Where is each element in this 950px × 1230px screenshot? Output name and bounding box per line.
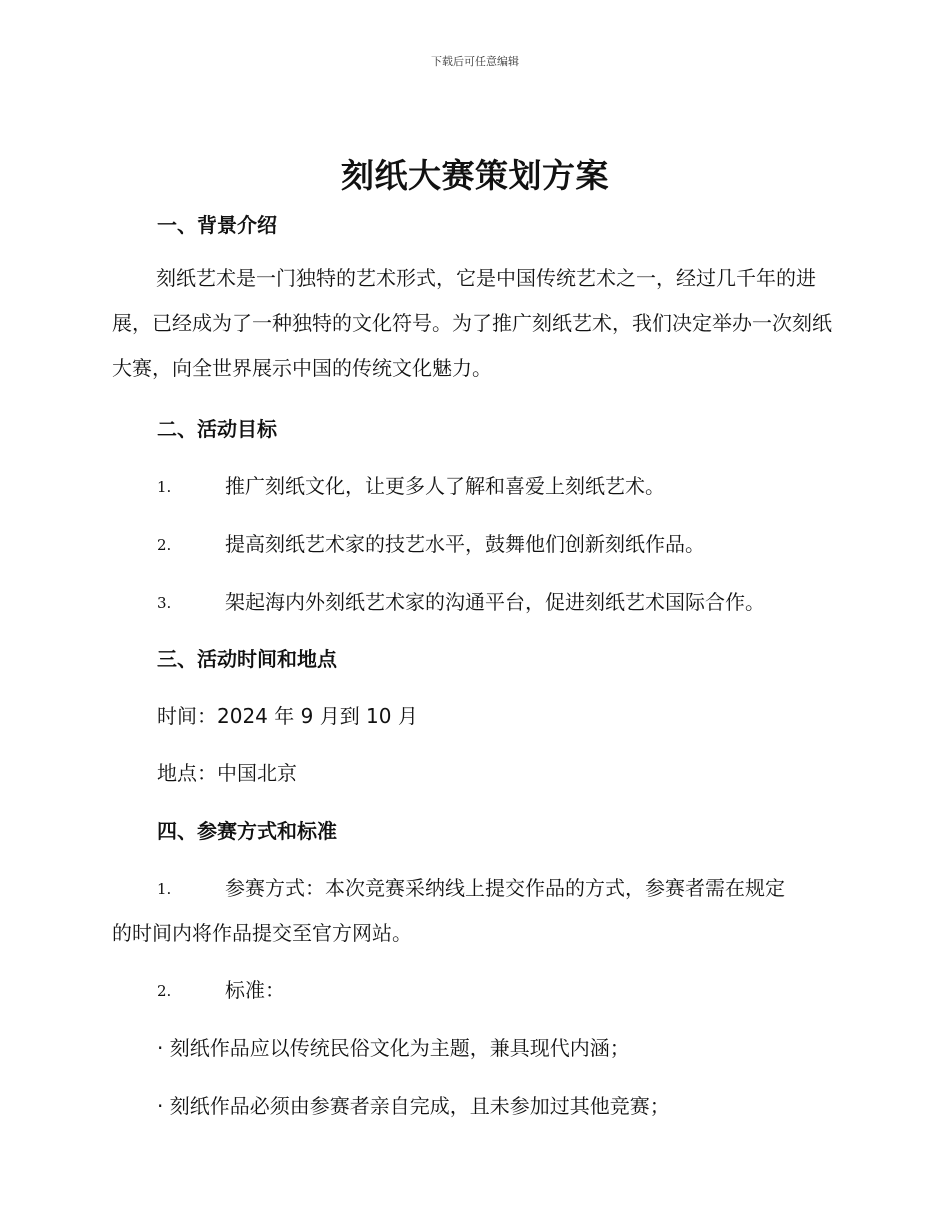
rule-item-method-continuation: 的时间内将作品提交至官方网站。 <box>112 921 412 945</box>
standard-bullet-2: · 刻纸作品必须由参赛者亲自完成，且未参加过其他竞赛； <box>157 1094 670 1118</box>
document-title: 刻纸大赛策划方案 <box>341 156 609 195</box>
event-place: 地点：中国北京 <box>157 761 297 785</box>
header-note: 下载后可任意编辑 <box>431 55 519 68</box>
section-heading-rules: 四、参赛方式和标准 <box>157 819 337 843</box>
rule-item-number: 1. <box>157 880 172 898</box>
rule-item-text: 参赛方式：本次竞赛采纳线上提交作品的方式，参赛者需在规定 <box>225 876 785 900</box>
section-heading-time-place: 三、活动时间和地点 <box>157 647 337 671</box>
goal-item-number: 2. <box>157 536 172 554</box>
standard-bullet-1: · 刻纸作品应以传统民俗文化为主题，兼具现代内涵； <box>157 1036 630 1060</box>
rule-item-standard <box>157 974 285 1003</box>
goal-item-text: 推广刻纸文化，让更多人了解和喜爱上刻纸艺术。 <box>225 474 665 498</box>
rule-item-number: 2. <box>157 982 172 1000</box>
goal-item-number: 3. <box>157 594 172 612</box>
section-heading-goals: 二、活动目标 <box>157 417 277 441</box>
goal-item-2 <box>157 528 705 557</box>
rule-item-method <box>157 872 785 901</box>
goal-item-3 <box>157 586 765 615</box>
rule-item-text: 标准： <box>225 978 285 1002</box>
background-paragraph: 刻纸艺术是一门独特的艺术形式，它是中国传统艺术之一，经过几千年的进展，已经成为了一种独特的文化符号。为了推广刻纸艺术，我们决定举办一次刻纸大赛，向全世界展示中国的传统文化魅力。 <box>112 266 832 380</box>
section-heading-background: 一、背景介绍 <box>157 213 277 237</box>
goal-item-number: 1. <box>157 478 172 496</box>
goal-item-text: 架起海内外刻纸艺术家的沟通平台，促进刻纸艺术国际合作。 <box>225 590 765 614</box>
event-time: 时间：2024 年 9 月到 10 月 <box>157 704 418 728</box>
goal-item-1 <box>157 470 665 499</box>
goal-item-text: 提高刻纸艺术家的技艺水平，鼓舞他们创新刻纸作品。 <box>225 532 705 556</box>
